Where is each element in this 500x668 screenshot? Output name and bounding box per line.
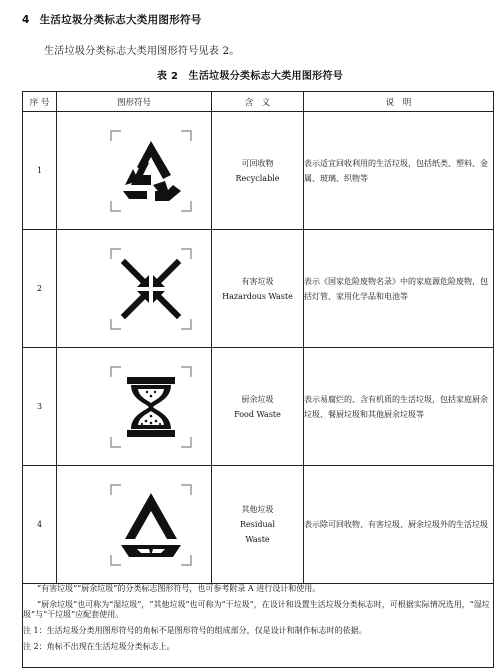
note-2: 注 2：角标不出现在生活垃圾分类标志上。	[23, 642, 175, 651]
meaning-cn: 厨余垃圾	[241, 394, 274, 404]
description-cell: 表示除可回收物、有害垃圾、厨余垃圾外的生活垃圾	[304, 466, 494, 584]
note-1: 注 1：生活垃圾分类用图形符号的角标不是图形符号的组成部分，仅是设计和制作标志时的依据。	[23, 626, 367, 635]
row-number: 1	[23, 112, 57, 230]
symbol-cell	[57, 230, 212, 348]
notes-row	[23, 584, 494, 668]
description-cell: 表示适宜回收利用的生活垃圾，包括纸类、塑料、金属、玻璃、织物等	[304, 112, 494, 230]
header-symbol: 图形符号	[57, 92, 212, 112]
meaning-cell	[212, 348, 304, 466]
row-number: 2	[23, 230, 57, 348]
description-cell: 表示易腐烂的、含有机质的生活垃圾，包括家庭厨余垃圾、餐厨垃圾和其他厨余垃圾等	[304, 348, 494, 466]
header-description: 说 明	[304, 92, 494, 112]
note-paragraph: “厨余垃圾”也可称为“湿垃圾”，“其他垃圾”也可称为“干垃圾”，在设计和设置生活垃圾分类标志时，可根据实际情况选用，“湿垃圾”与“干垃圾”应配套使用。	[23, 600, 490, 619]
table-row	[23, 466, 494, 584]
description-cell: 表示《国家危险废物名录》中的家庭源危险废物，包括灯管、家用化学品和电池等	[304, 230, 494, 348]
table-row	[23, 112, 494, 230]
symbol-cell	[57, 466, 212, 584]
intro-paragraph: 生活垃圾分类标志大类用图形符号见表 2。	[44, 46, 240, 57]
symbol-cell	[57, 348, 212, 466]
table-row	[23, 230, 494, 348]
section-title: 生活垃圾分类标志大类用图形符号	[39, 14, 202, 26]
notes-cell	[23, 584, 494, 668]
hazardous-waste-icon	[109, 247, 193, 331]
row-number: 4	[23, 466, 57, 584]
residual-waste-icon	[109, 483, 193, 567]
meaning-cn: 可回收物	[241, 158, 274, 168]
table-row	[23, 348, 494, 466]
header-no: 序 号	[23, 92, 57, 112]
meaning-en: Recyclable	[235, 173, 280, 183]
symbol-cell	[57, 112, 212, 230]
table-caption: 表 2 生活垃圾分类标志大类用图形符号	[156, 71, 344, 82]
note-paragraph: “有害垃圾”“厨余垃圾”的分类标志图形符号，也可参考附录 A 进行设计和使用。	[37, 584, 321, 593]
section-heading	[22, 12, 202, 27]
meaning-cell	[212, 112, 304, 230]
meaning-en: Hazardous Waste	[222, 291, 293, 301]
food-waste-icon	[109, 365, 193, 449]
symbol-table	[22, 91, 494, 668]
meaning-cell	[212, 466, 304, 584]
header-meaning: 含 义	[212, 92, 304, 112]
meaning-en-1: Residual	[239, 520, 276, 529]
row-number: 3	[23, 348, 57, 466]
section-number: 4	[22, 14, 30, 26]
meaning-en: Food Waste	[234, 409, 281, 419]
meaning-cn: 其他垃圾	[241, 505, 274, 514]
meaning-cn: 有害垃圾	[241, 276, 274, 286]
table-header-row	[23, 92, 494, 112]
recyclable-icon	[109, 129, 193, 213]
meaning-cell	[212, 230, 304, 348]
meaning-en-2: Waste	[245, 535, 270, 544]
